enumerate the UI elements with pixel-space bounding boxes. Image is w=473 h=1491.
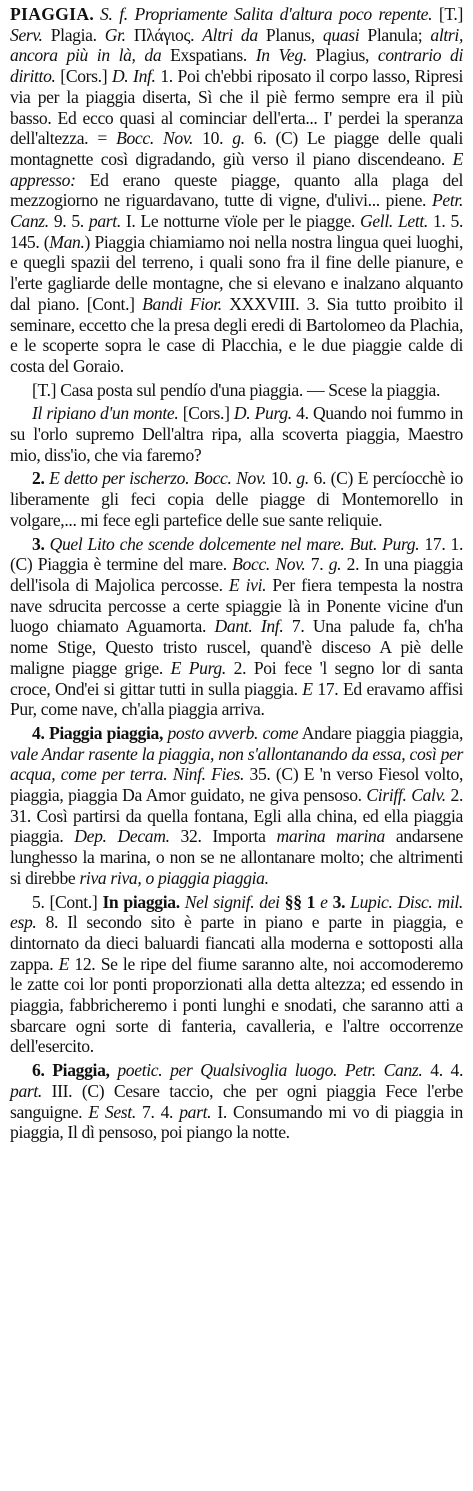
text-run: Dant. Inf.	[214, 616, 284, 637]
text-run: Serv.	[10, 24, 43, 45]
text-run: Bandi Fior.	[142, 293, 222, 314]
text-run: g.	[232, 128, 245, 149]
text-run: Gr.	[104, 24, 126, 45]
text-run: 4. Quando noi fummo in su l'orlo supremo Dell'altra ripa, alla scoverta piaggia, Maestro mio, diss'io, che via faremo?	[10, 403, 463, 465]
text-run: Exspatians.	[161, 45, 256, 66]
text-run: Planus,	[257, 24, 323, 45]
text-run: 7. Una palude fa, ch'ha nome Stige, Questo tristo ruscel, quand'è disceso A piè delle maligne piagge grige.	[10, 616, 463, 678]
text-run: part.	[88, 211, 121, 232]
text-run: E detto per ischerzo. Bocc. Nov.	[49, 468, 267, 489]
text-run: 10.	[193, 128, 233, 149]
entry-paragraph-sense-3	[10, 534, 463, 720]
text-run: Quel Lito che scende dolcemente nel mare. But. Purg.	[49, 533, 420, 554]
text-run: .	[89, 4, 101, 24]
text-run: Man.	[49, 231, 85, 252]
text-run: Πλάγιος.	[125, 24, 203, 45]
text-run: 2. Poi fece 'l segno lor di santa croce, Ond'ei si gittar tutti in sulla piaggia.	[10, 657, 463, 699]
text-run: Nel signif. dei	[184, 891, 280, 912]
text-run: I. Le notturne vïole per le piagge.	[120, 211, 360, 232]
text-run: 6. (C) E percíocchè io liberamente gli feci copia delle piagge di Montemorello in volgare,... mi fece egli partefice delle sue sante reliquie.	[10, 468, 464, 530]
text-run: 6. Piaggia,	[32, 1060, 118, 1081]
text-run: Gell. Lett.	[359, 211, 428, 232]
entry-paragraph-ripiano	[10, 403, 463, 465]
text-run: E Purg.	[170, 657, 226, 678]
text-run: contrario di diritto.	[10, 45, 464, 87]
text-run: Dep. Decam.	[74, 826, 170, 847]
text-run: g.	[328, 554, 342, 575]
text-run: vale Andar rasente la piaggia, non s'allontanando da essa, così per acqua, come per terra. Ninf. Fies.	[10, 743, 463, 785]
text-run: Ed erano queste piagge, quanto alla plaga del mezzogiorno ne riguardavano, tutte di vigne, d'ulivi... piene.	[10, 169, 463, 211]
text-run: 17. Ed eravamo affisi Pur, come nave, ch'alla piaggia arriva.	[10, 678, 463, 720]
text-run: marina marina	[276, 826, 385, 847]
text-run: riva riva, o piaggia piaggia.	[79, 867, 269, 888]
text-run: §§ 1	[279, 891, 321, 912]
text-run: D. Inf.	[111, 66, 156, 87]
text-run: 3.	[327, 891, 351, 912]
text-run: [Cors.]	[178, 403, 234, 424]
text-run: 5. [Cont.]	[32, 891, 103, 912]
text-run: Per fiera tempesta la nostra nave sdrucita percosse a certe spiaggie là in Ponente vicine d'un luogo chiamato Aguamorta.	[10, 574, 464, 637]
text-run: 32. Importa	[169, 826, 277, 847]
text-run: 2.	[32, 468, 50, 489]
text-run: ) Piaggia chiamiamo noi nella nostra lingua quei luoghi, e quegli spazii del terreno, i quali sono fra il fine delle pianure, e l'erte gagliarde delle montagne, che si elevano e inalzano alquanto dal piano. [Cont.]	[10, 231, 463, 314]
text-run: part.	[10, 1080, 42, 1101]
text-run: [T.] Casa posta sul pendío d'una piaggia. — Scese la piaggia.	[32, 379, 441, 400]
text-run: E Sest.	[88, 1101, 136, 1122]
text-run: PIAGGIA	[10, 4, 90, 24]
text-run: E appresso:	[10, 148, 463, 190]
text-run: 2. In una piaggia dell'isola di Majolica percosse.	[10, 554, 463, 595]
text-run: In piaggia.	[102, 891, 185, 912]
text-run: e	[320, 891, 328, 912]
text-run: Bocc. Nov.	[232, 554, 306, 575]
text-run: quasi	[322, 24, 360, 45]
text-run: 35. (C) E 'n verso Fiesol volto, piaggia, piaggia Da Amor guidato, ne giva pensoso.	[10, 764, 463, 806]
text-run: S. f. Propriamente Salita d'altura poco repente.	[100, 4, 433, 24]
text-run: I. Consumando mi vo di piaggia in piaggia, Il dì pensoso, poi piango la notte.	[10, 1101, 464, 1143]
text-run: E ivi.	[228, 574, 267, 595]
entry-paragraph-main	[10, 4, 463, 377]
text-run: 10.	[266, 468, 297, 489]
entry-paragraph-note	[10, 380, 463, 401]
text-run: andarsene lunghesso la marina, o non se ne allontanare molto; che altrimenti si direbbe	[10, 826, 464, 888]
entry-paragraph-sense-6	[10, 1060, 463, 1143]
text-run: Ciriff. Calv.	[366, 785, 446, 806]
text-run: Plagius,	[306, 45, 378, 66]
entry-paragraph-sense-2	[10, 468, 463, 530]
text-run: 17. 1. (C) Piaggia è termine del mare.	[10, 533, 463, 575]
text-run: Bocc. Nov.	[116, 128, 194, 149]
text-run: Plagia.	[42, 24, 105, 45]
text-run: 1. Poi ch'ebbi riposato il corpo lasso, Ripresi via per la piaggia diserta, Sì che il piè fermo sempre era il più basso. Ed ecco quasi al cominciar dell'erta... I' perdei la speranza dell'altezza. =	[10, 66, 463, 149]
text-run: 8. Il secondo sito è parte in piano e parte in piaggia, e dintornato da dieci baluardi fiancati alla moderna e sottoposti alla zappa.	[10, 912, 463, 974]
text-run: altri, ancora più in là, da	[10, 24, 464, 66]
text-run: g.	[296, 468, 309, 489]
text-run: Andare piaggia piaggia,	[298, 722, 464, 743]
text-run: D. Purg.	[233, 403, 292, 424]
entry-paragraph-sense-5	[10, 892, 463, 1058]
entry-paragraph-sense-4	[10, 723, 463, 889]
text-run: 7.	[305, 554, 329, 575]
text-run: Il ripiano d'un monte.	[32, 403, 179, 424]
text-run: E	[58, 953, 70, 974]
text-run: E	[302, 678, 313, 699]
text-run: 4. Piaggia piaggia,	[32, 722, 168, 743]
text-run: III. (C) Cesare taccio, che per ogni piaggia Fece l'erbe sanguigne.	[10, 1080, 463, 1122]
text-run: 2. 31. Così partirsi da quella fontana, Egli alla china, ed ella piaggia piaggia.	[10, 785, 463, 847]
text-run: poetic. per Qualsivoglia luogo. Petr. Canz.	[117, 1060, 423, 1081]
text-run: 3.	[32, 533, 50, 554]
text-run: Lupic. Disc. mil. esp.	[10, 891, 463, 933]
text-run: [T.]	[432, 4, 463, 24]
text-run: 12. Se le ripe del fiume saranno alte, noi accomoderemo le zatte coi lor ponti proporzionati alla detta altezza; ed essendo in piaggia, fabbricheremo i ponti lunghi e snodati, che saranno atti a sbarcare ogni sorte di fanteria, cavalleria, e l'altre occorrenze dell'esercito.	[10, 953, 463, 1057]
text-run: 4. 4.	[422, 1060, 464, 1081]
text-run: 7. 4.	[135, 1101, 180, 1122]
text-run: part.	[179, 1101, 212, 1122]
text-run: 6. (C) Le piagge delle quali montagnette così digradando, giù verso il piano discendeano.	[10, 128, 463, 169]
text-run: 1. 5. 145. (	[10, 211, 464, 252]
text-run: [Cors.]	[55, 66, 112, 87]
text-run: In Veg.	[255, 45, 307, 66]
text-run: Altri da	[202, 24, 258, 45]
text-run: 9. 5.	[48, 211, 89, 232]
text-run: posto avverb. come	[167, 722, 299, 743]
text-run: Petr. Canz.	[10, 190, 463, 232]
text-run: XXXVIII. 3. Sia tutto proibito il seminare, eccetto che la presa degli eredi di Bartolomeo da Plachia, e le scoperte sopra le case di Placchia, e le due piaggie calde di costa del Goraio.	[10, 293, 463, 376]
text-run: Planula;	[359, 24, 431, 45]
